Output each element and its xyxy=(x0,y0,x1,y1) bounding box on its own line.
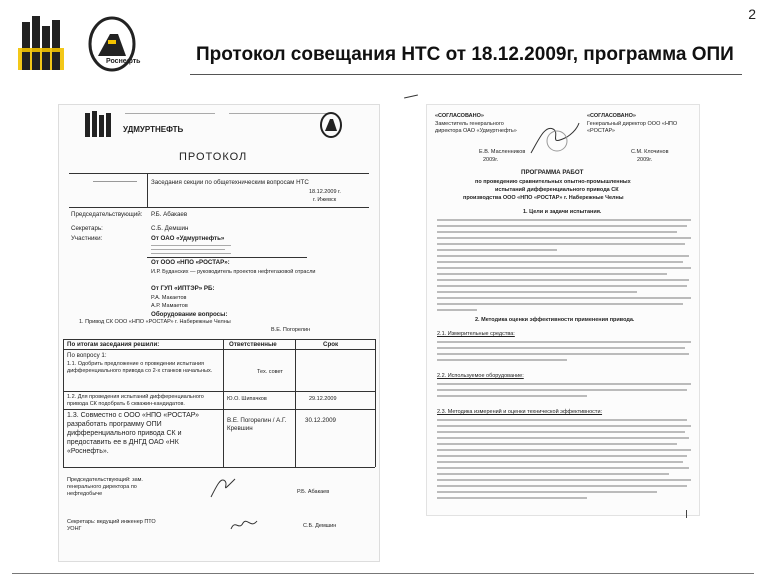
agreed-right: «СОГЛАСОВАНО» xyxy=(587,113,636,119)
rosneft-emblem-icon xyxy=(14,12,174,80)
decision-3-term: 30.12.2009 xyxy=(305,417,336,424)
protocol-heading: ПРОТОКОЛ xyxy=(179,151,248,163)
scan-mark xyxy=(686,510,687,518)
section-1-heading: 1. Цели и задачи испытания. xyxy=(523,209,602,215)
decision-3-resp: В.Е. Погорелин / А.Г. Кревшин xyxy=(227,417,287,432)
signature-1-name: Р.Б. Абакаев xyxy=(297,489,330,495)
protocol-emblem-icon xyxy=(317,111,345,139)
protocol-document xyxy=(58,104,380,562)
participants-value: От ОАО «Удмуртнефть» xyxy=(151,235,225,242)
decision-1-term: Тех. совет xyxy=(257,369,283,375)
agreed-right-role: Генеральный директор ООО «НПО «РОСТАР» xyxy=(587,121,678,134)
approval-signature-icon xyxy=(527,119,583,159)
participants-label: Участники: xyxy=(71,235,103,242)
company-logo xyxy=(14,12,174,80)
meeting-city: г. Ижевск xyxy=(313,197,337,203)
org-rostar: От ООО «НПО «РОСТАР»: xyxy=(151,259,230,266)
program-title-2: по проведению сравнительных опытно-промышленных xyxy=(475,179,631,185)
subsection-23: 2.3. Методика измерений и оценки технической эффективности: xyxy=(437,409,603,415)
signature-2-role: Секретарь: ведущий инженер ПТО УОНГ xyxy=(67,519,156,532)
equipment-label: Оборудование вопросы: xyxy=(151,311,228,318)
decision-1-text: 1.1. Одобрить предложение о проведении испытания дифференциального привода со 2-х станков начальных. xyxy=(67,361,213,374)
agreed-left: «СОГЛАСОВАНО» xyxy=(435,113,484,119)
program-title-1: ПРОГРАММА РАБОТ xyxy=(521,169,584,176)
chair-value: Р.Б. Абакаев xyxy=(151,211,188,218)
scan-mark xyxy=(404,95,418,99)
org-ipter-person1: Р.А. Макаетов xyxy=(151,295,187,301)
responsible-header: Ответственные xyxy=(229,341,277,348)
meeting-name: Заседания секции по общетехническим вопросам НТС xyxy=(151,179,309,186)
subsection-22: 2.2. Используемое оборудование: xyxy=(437,373,524,379)
deadline-header: Срок xyxy=(323,341,339,348)
protocol-logo-icon xyxy=(81,109,121,139)
agreed-right-year: 2009г. xyxy=(637,157,653,163)
company-name: УДМУРТНЕФТЬ xyxy=(123,125,184,134)
agreed-right-name: С.М. Клочинов xyxy=(631,149,669,155)
chair-label: Председательствующий: xyxy=(71,211,143,218)
program-title-4: производства ООО «НПО «РОСТАР» г. Набережные Челны xyxy=(463,195,624,201)
agreed-left-year: 2009г. xyxy=(483,157,499,163)
decision-2-text: 1.2. Для проведения испытаний дифференциального привода СК подобрать 6 скважин-кандидатов. xyxy=(67,394,204,407)
decision-2-resp: Ю.О. Шипачков xyxy=(227,396,267,402)
decision-3-text: 1.3. Совместно с ООО «НПО «РОСТАР» разработать программу ОПИ дифференциального привода СК и предоставить ее в ДНГД ОАО «НК «Роснефть». xyxy=(67,412,199,455)
meeting-date: 18.12.2009 г. xyxy=(309,189,341,195)
decisions-header: По итогам заседания решили: xyxy=(67,341,160,348)
signature-2-name: С.Б. Демшин xyxy=(303,523,337,529)
signature-2-mark-icon xyxy=(229,515,259,535)
question-label: По вопросу 1: xyxy=(67,352,107,359)
secretary-value: С.Б. Демшин xyxy=(151,225,189,232)
slide-number: 2 xyxy=(748,6,756,22)
decision-2-term: 29.12.2009 xyxy=(309,396,337,402)
signature-1-mark-icon xyxy=(209,475,239,501)
slide-title: Протокол совещания НТС от 18.12.2009г, программа ОПИ xyxy=(196,44,734,65)
title-divider xyxy=(190,74,742,75)
org-rostar-person: И.Р. Буданских — руководитель проектов нефтегазовой отрасли xyxy=(151,269,316,275)
topic-1-signer: В.Е. Погорелин xyxy=(271,327,311,333)
topic-1: 1. Привод СК ООО «НПО «РОСТАР» г. Набережные Челны xyxy=(79,319,231,325)
agreed-left-role: Заместитель генерального директора ОАО «Удмуртнефть» xyxy=(435,121,517,134)
signature-1-role: Председательствующий: зам. генерального директора по нефтедобыче xyxy=(67,477,143,497)
secretary-label: Секретарь: xyxy=(71,225,103,232)
program-title-3: испытаний дифференциального привода СК xyxy=(495,187,619,193)
agreed-left-name: Е.В. Масленников xyxy=(479,149,526,155)
logo-text: Роснефть xyxy=(106,58,141,65)
subsection-21: 2.1. Измерительные средства: xyxy=(437,331,515,337)
org-ipter-person2: А.Р. Мамаетов xyxy=(151,303,188,309)
org-ipter: От ГУП «ИПТЭР» РБ: xyxy=(151,285,215,292)
footer-divider xyxy=(12,573,754,574)
section-2-heading: 2. Методика оценки эффективности применения привода. xyxy=(475,317,635,323)
program-document xyxy=(426,104,700,516)
